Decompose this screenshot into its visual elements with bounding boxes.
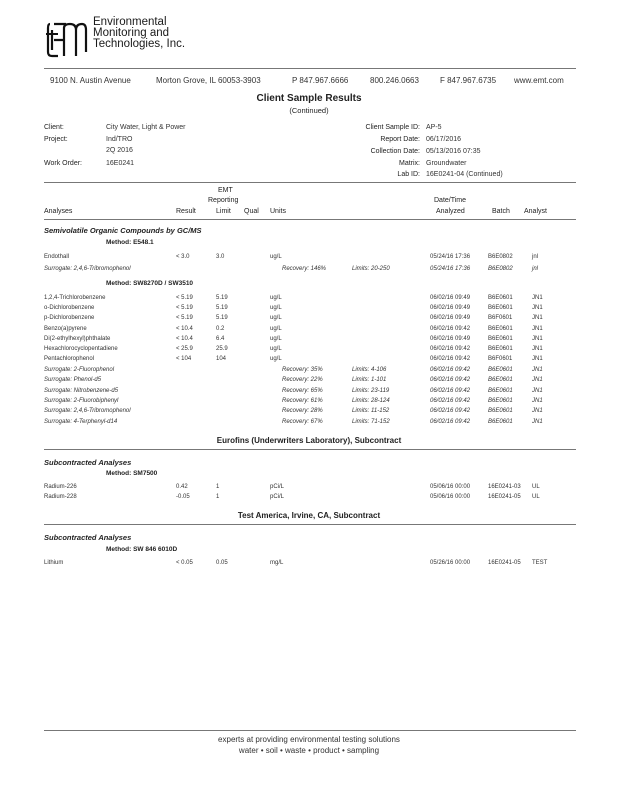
surrogate-recovery: Recovery: 61% (282, 397, 323, 404)
surrogate-label: Surrogate: 4-Terphenyl-d14 (44, 418, 118, 425)
row-batch: B6E0601 (488, 325, 513, 332)
surrogate-recovery: Recovery: 67% (282, 418, 323, 425)
surrogate-limits: Limits: 1-101 (352, 377, 387, 384)
row-batch: 16E0241-05 (488, 560, 521, 566)
row-limit: 5.19 (216, 315, 228, 322)
sampleid-label: Client Sample ID: (365, 124, 420, 131)
row-date: 05/06/16 00:00 (430, 493, 471, 500)
ta-section-title: Subcontracted Analyses (44, 533, 132, 542)
surrogate-batch: B6E0601 (488, 377, 513, 384)
ta-method: Method: SW 846 6010D (106, 546, 178, 553)
row-limit: 5.19 (216, 305, 228, 312)
client-label: Client: (44, 124, 64, 131)
row-date: 06/02/16 09:42 (430, 356, 471, 363)
row-analyte: Hexachlorocyclopentadiene (44, 346, 118, 352)
project-label: Project: (44, 136, 68, 143)
row-batch: B6F0601 (488, 315, 513, 322)
surrogate-date: 06/02/16 09:42 (430, 418, 471, 425)
row-date: 05/06/16 00:00 (430, 484, 471, 490)
company-name (93, 17, 185, 50)
header-units: Units (270, 208, 286, 215)
row-analyte: Endothall (44, 254, 70, 260)
header-rule-bottom (44, 219, 576, 220)
row-analyst: UL (532, 493, 540, 500)
collection-label: Collection Date: (370, 148, 420, 155)
ul-section-title: Subcontracted Analyses (44, 458, 132, 467)
sampleid-value: AP-5 (426, 124, 442, 131)
row-analyst: UL (532, 484, 540, 490)
row-units: mg/L (270, 560, 284, 566)
row-limit: 0.2 (216, 325, 225, 332)
row-date: 06/02/16 09:49 (430, 315, 471, 322)
header-analyses: Analyses (44, 208, 73, 215)
row-result: < 25.9 (176, 346, 193, 352)
row-result: < 10.4 (176, 325, 193, 332)
surrogate-batch: B6E0601 (488, 367, 513, 373)
row-batch: 16E0241-05 (488, 493, 521, 500)
surrogate-limits: Limits: 28-124 (352, 397, 390, 404)
row-batch: B6E0601 (488, 295, 513, 301)
fax-number: F 847.967.6735 (440, 76, 497, 85)
surrogate-limits: Limits: 11-152 (352, 408, 390, 415)
company-name-line2: Monitoring and (93, 27, 170, 39)
surrogate-limits: Limits: 71-152 (352, 418, 390, 425)
surrogate-analyst: JN1 (532, 408, 543, 415)
surrogate-label: Surrogate: 2-Fluorobiphenyl (44, 397, 119, 404)
row-units: ug/L (270, 346, 282, 352)
header-emt: EMT (218, 187, 233, 194)
row-analyst: JN1 (532, 325, 543, 332)
surrogate-limits: Limits: 4-106 (352, 367, 387, 373)
website: www.emt.com (514, 76, 564, 85)
surrogate-batch: B6E0802 (488, 266, 513, 272)
row-batch: B6E0802 (488, 254, 513, 260)
row-result: < 104 (176, 356, 192, 363)
row-units: ug/L (270, 315, 282, 322)
row-result: < 5.19 (176, 295, 193, 301)
row-limit: 5.19 (216, 295, 228, 301)
surrogate-date: 06/02/16 09:42 (430, 367, 471, 373)
row-analyte: Lithium (44, 560, 64, 566)
header-rule (44, 68, 576, 69)
row-analyte: Benzo(a)pyrene (44, 325, 87, 332)
surrogate-batch: B6E0601 (488, 408, 513, 415)
surrogate-recovery: Recovery: 28% (282, 408, 323, 415)
surrogate-date: 06/02/16 09:42 (430, 377, 471, 384)
surrogate-date: 05/24/16 17:36 (430, 266, 471, 272)
row-date: 06/02/16 09:42 (430, 325, 471, 332)
ul-rule (44, 449, 576, 450)
row-result: < 0.05 (176, 560, 193, 566)
surrogate-recovery: Recovery: 22% (282, 377, 323, 384)
row-limit: 0.05 (216, 560, 228, 566)
ta-subcontract-title: Test America, Irvine, CA, Subcontract (237, 511, 381, 520)
row-date: 06/02/16 09:49 (430, 295, 471, 301)
row-batch: B6E0601 (488, 335, 513, 342)
surrogate-limits: Limits: 20-250 (352, 266, 390, 272)
row-date: 05/24/16 17:36 (430, 254, 471, 260)
project-value: Ind/TRO (106, 136, 133, 143)
svoc-method1: Method: E548.1 (106, 239, 154, 246)
phone-number: P 847.967.6666 (292, 76, 349, 85)
row-result: < 3.0 (176, 254, 190, 260)
header-analyzed: Analyzed (436, 208, 465, 215)
tollfree-number: 800.246.0663 (370, 76, 419, 85)
row-units: ug/L (270, 295, 282, 301)
project-period: 2Q 2016 (106, 147, 133, 154)
row-result: < 10.4 (176, 335, 193, 342)
row-batch: 16E0241-03 (488, 484, 521, 490)
labid-value: 16E0241-04 (Continued) (426, 171, 503, 178)
report-title: Client Sample Results (256, 93, 362, 104)
row-analyst: JN1 (532, 305, 543, 312)
surrogate-recovery: Recovery: 35% (282, 367, 323, 373)
row-units: ug/L (270, 356, 282, 363)
row-date: 06/02/16 09:42 (430, 346, 471, 352)
row-result: 0.42 (176, 484, 188, 490)
surrogate-label: Surrogate: Nitrobenzene-d5 (44, 387, 119, 394)
address-street: 9100 N. Austin Avenue (50, 76, 131, 85)
surrogate-date: 06/02/16 09:42 (430, 387, 471, 394)
header-batch: Batch (492, 208, 510, 215)
surrogate-batch: B6E0601 (488, 387, 513, 394)
row-limit: 1 (216, 493, 220, 500)
row-batch: B6E0601 (488, 346, 513, 352)
surrogate-batch: B6E0601 (488, 418, 513, 425)
surrogate-batch: B6E0601 (488, 397, 513, 404)
matrix-label: Matrix: (399, 160, 420, 167)
row-units: ug/L (270, 305, 282, 312)
labid-label: Lab ID: (397, 171, 420, 178)
surrogate-label: Surrogate: 2,4,6-Tribromophenol (44, 408, 131, 415)
footer-rule (44, 730, 576, 731)
row-result: < 5.19 (176, 305, 193, 312)
row-date: 06/02/16 09:49 (430, 305, 471, 312)
client-value: City Water, Light & Power (106, 124, 186, 131)
report-subtitle: (Continued) (289, 106, 329, 115)
row-analyte: 1,2,4-Trichlorobenzene (44, 295, 106, 301)
row-result: < 5.19 (176, 315, 193, 322)
surrogate-date: 06/02/16 09:42 (430, 397, 471, 404)
row-units: ug/L (270, 335, 282, 342)
company-name-line1: Environmental (93, 16, 167, 28)
row-analyst: JN1 (532, 335, 543, 342)
row-analyte: Di(2-ethylhexyl)phthalate (44, 335, 111, 342)
surrogate-analyst: JN1 (532, 377, 543, 384)
row-batch: B6F0601 (488, 356, 513, 363)
surrogate-analyst: jnl (532, 266, 539, 272)
reportdate-value: 06/17/2016 (426, 136, 462, 143)
surrogate-label: Surrogate: 2,4,6-Tribromophenol (44, 266, 131, 272)
row-units: ug/L (270, 325, 282, 332)
surrogate-analyst: JN1 (532, 387, 543, 394)
row-analyst: JN1 (532, 346, 543, 352)
row-limit: 104 (216, 356, 227, 363)
ul-method: Method: SM7500 (106, 470, 158, 477)
row-units: pCi/L (270, 484, 285, 490)
surrogate-recovery: Recovery: 65% (282, 387, 323, 394)
row-units: pCi/L (270, 493, 285, 500)
row-analyst: JN1 (532, 315, 543, 322)
company-name-line3: Technologies, Inc. (93, 38, 186, 50)
ta-rule (44, 524, 576, 525)
matrix-value: Groundwater (426, 160, 467, 167)
row-analyte: Radium-228 (44, 493, 77, 500)
surrogate-analyst: JN1 (532, 418, 543, 425)
row-date: 05/26/16 00:00 (430, 560, 471, 566)
surrogate-limits: Limits: 23-119 (352, 387, 390, 394)
address-city: Morton Grove, IL 60053-3903 (156, 76, 261, 85)
header-reporting: Reporting (208, 197, 239, 204)
info-rule (44, 182, 576, 183)
workorder-value: 16E0241 (106, 160, 135, 167)
row-analyst: JN1 (532, 356, 543, 363)
row-limit: 1 (216, 484, 220, 490)
footer-services: water • soil • waste • product • sampling (238, 746, 380, 755)
header-datetime: Date/Time (434, 197, 467, 204)
surrogate-label: Surrogate: 2-Fluorophenol (44, 367, 115, 373)
reportdate-label: Report Date: (380, 136, 420, 143)
header-result: Result (176, 208, 196, 215)
row-analyte: Radium-226 (44, 484, 77, 490)
header-limit: Limit (216, 208, 231, 215)
row-limit: 25.9 (216, 346, 228, 352)
row-limit: 6.4 (216, 335, 225, 342)
surrogate-analyst: JN1 (532, 367, 543, 373)
svoc-section-title: Semivolatile Organic Compounds by GC/MS (44, 226, 202, 235)
row-limit: 3.0 (216, 254, 225, 260)
row-batch: B6E0601 (488, 305, 513, 312)
surrogate-recovery: Recovery: 146% (282, 266, 327, 272)
row-analyst: TEST (532, 560, 548, 566)
surrogate-date: 06/02/16 09:42 (430, 408, 471, 415)
row-analyte: Pentachlorophenol (44, 356, 95, 363)
footer-tagline: experts at providing environmental testing solutions (218, 735, 400, 744)
row-analyst: JN1 (532, 295, 543, 301)
row-units: ug/L (270, 254, 282, 260)
collection-value: 05/13/2016 07:35 (426, 148, 481, 155)
header-qual: Qual (244, 208, 259, 215)
svoc-method2: Method: SW8270D / SW3510 (106, 280, 194, 287)
row-analyst: jnl (532, 254, 539, 260)
surrogate-label: Surrogate: Phenol-d5 (44, 377, 102, 384)
row-result: -0.05 (176, 493, 190, 500)
company-logo (44, 20, 90, 60)
header-analyst: Analyst (524, 208, 547, 215)
ul-subcontract-title: Eurofins (Underwriters Laboratory), Subcontract (216, 436, 402, 445)
surrogate-analyst: JN1 (532, 397, 543, 404)
workorder-label: Work Order: (44, 160, 82, 167)
row-analyte: o-Dichlorobenzene (44, 305, 95, 312)
row-analyte: p-Dichlorobenzene (44, 315, 95, 322)
row-date: 06/02/16 09:49 (430, 335, 471, 342)
